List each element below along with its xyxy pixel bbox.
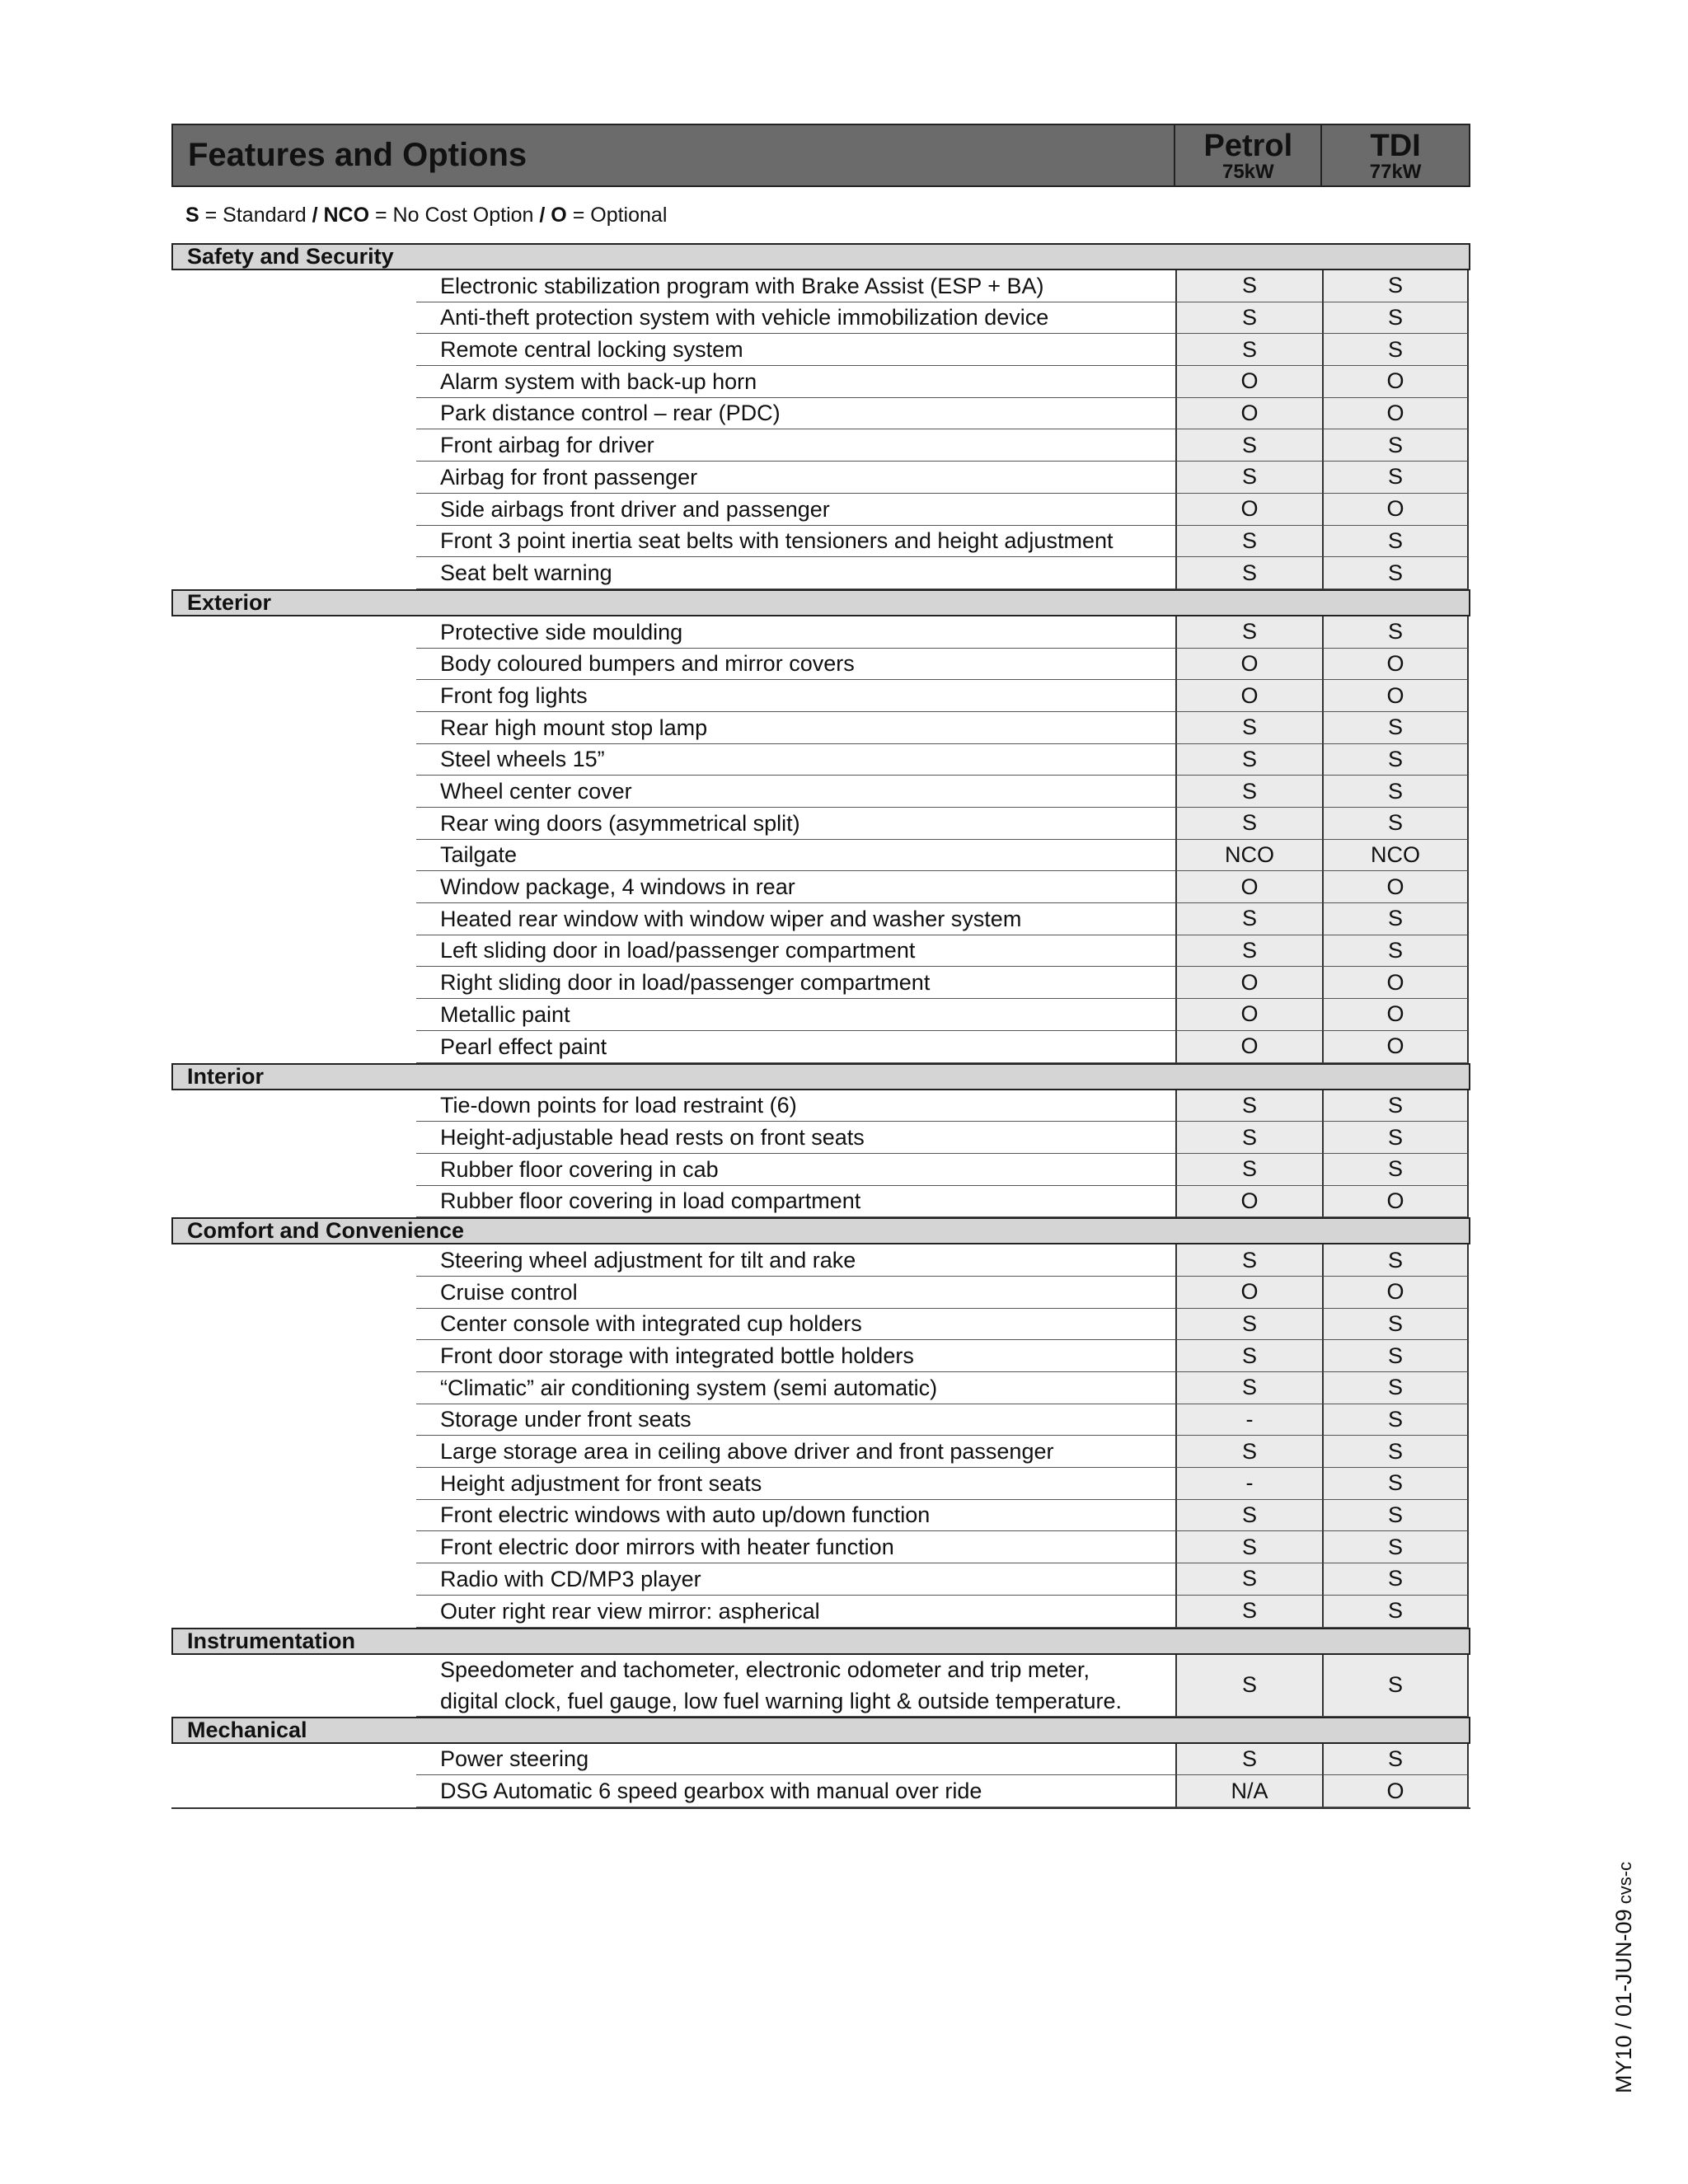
table-header [171,124,1470,187]
table-row [171,871,1470,903]
row-indent [171,903,416,935]
feature-name: Front door storage with integrated bottle holders [416,1340,1175,1372]
row-indent [171,680,416,712]
petrol-value: NCO [1175,840,1322,872]
tdi-value: S [1322,334,1469,366]
table-row [171,744,1470,776]
feature-name: Protective side moulding [416,616,1175,649]
table-row [171,935,1470,968]
row-indent [171,1031,416,1063]
tdi-value: O [1322,680,1469,712]
row-indent [171,334,416,366]
table-row [171,1500,1470,1532]
table-row [171,270,1470,302]
row-indent [171,1404,416,1436]
table-bottom-rule [171,1807,1470,1809]
category-header: Comfort and Convenience [171,1217,1470,1244]
row-indent [171,366,416,398]
petrol-value: S [1175,462,1322,494]
row-indent [171,1468,416,1500]
feature-name: Rubber floor covering in cab [416,1154,1175,1186]
feature-name: Seat belt warning [416,557,1175,589]
table-row [171,398,1470,430]
feature-name: Rear high mount stop lamp [416,712,1175,744]
row-indent [171,462,416,494]
category-header: Instrumentation [171,1628,1470,1655]
table-row [171,776,1470,808]
tdi-value: S [1322,1655,1469,1717]
petrol-value: S [1175,526,1322,558]
row-indent [171,1500,416,1532]
table-row [171,712,1470,744]
row-indent [171,1090,416,1122]
tdi-value: S [1322,462,1469,494]
petrol-value: S [1175,1596,1322,1628]
category-rows [171,616,1470,1063]
row-indent [171,999,416,1031]
table-row [171,808,1470,840]
row-indent [171,712,416,744]
row-indent [171,398,416,430]
legend-o-text: = Optional [566,203,668,227]
feature-name-line: digital clock, fuel gauge, low fuel warning light & outside temperature. [440,1688,1122,1713]
feature-name: Rear wing doors (asymmetrical split) [416,808,1175,840]
feature-name: Steel wheels 15” [416,744,1175,776]
row-indent [171,302,416,335]
table-row [171,1277,1470,1309]
table-row [171,1244,1470,1277]
petrol-value: O [1175,871,1322,903]
page-title: Features and Options [173,125,1175,185]
tdi-value: O [1322,398,1469,430]
tdi-value: S [1322,1244,1469,1277]
feature-name: Left sliding door in load/passenger compartment [416,935,1175,968]
petrol-value: O [1175,494,1322,526]
feature-name: Cruise control [416,1277,1175,1309]
table-row [171,557,1470,589]
table-row [171,1372,1470,1404]
legend-separator: / [312,203,318,227]
row-indent [171,744,416,776]
table-row [171,903,1470,935]
tdi-value: O [1322,1031,1469,1063]
feature-name: Front airbag for driver [416,429,1175,462]
petrol-value: S [1175,1655,1322,1717]
table-row [171,494,1470,526]
table-row [171,649,1470,681]
tdi-value: O [1322,967,1469,999]
table-row [171,1436,1470,1468]
row-indent [171,1563,416,1596]
document-stamp [1611,1862,1637,2093]
legend [171,187,1470,243]
tdi-value: S [1322,1563,1469,1596]
feature-name: Electronic stabilization program with Brake Assist (ESP + BA) [416,270,1175,302]
row-indent [171,967,416,999]
feature-name: Park distance control – rear (PDC) [416,398,1175,430]
row-indent [171,776,416,808]
tdi-value: O [1322,649,1469,681]
petrol-value: S [1175,1500,1322,1532]
tdi-value: O [1322,871,1469,903]
table-row [171,1154,1470,1186]
row-indent [171,1775,416,1807]
stamp-code: cvs-c [1615,1861,1635,1910]
table-row [171,840,1470,872]
tdi-value: S [1322,1372,1469,1404]
petrol-value: S [1175,270,1322,302]
feature-name: Alarm system with back-up horn [416,366,1175,398]
row-indent [171,649,416,681]
tdi-value: O [1322,366,1469,398]
tdi-value: O [1322,999,1469,1031]
tdi-value: S [1322,1744,1469,1776]
table-row [171,616,1470,649]
tdi-value: S [1322,808,1469,840]
legend-nco-text: = No Cost Option [369,203,540,227]
tdi-value: S [1322,1154,1469,1186]
table-row [171,1655,1470,1717]
petrol-value: O [1175,366,1322,398]
feature-name [416,1655,1175,1717]
table-row [171,1563,1470,1596]
tdi-value: O [1322,1775,1469,1807]
table-row [171,302,1470,335]
table-row [171,1744,1470,1776]
petrol-value: O [1175,649,1322,681]
petrol-value: S [1175,557,1322,589]
row-indent [171,871,416,903]
feature-name-line: Speedometer and tachometer, electronic odometer and trip meter, [440,1657,1090,1682]
petrol-value: O [1175,398,1322,430]
tdi-value: S [1322,744,1469,776]
petrol-value: S [1175,1531,1322,1563]
tdi-value: S [1322,1122,1469,1154]
petrol-value: O [1175,680,1322,712]
category-rows [171,1090,1470,1218]
tdi-value: S [1322,1340,1469,1372]
features-table [171,124,1470,1809]
table-row [171,1596,1470,1628]
category-rows [171,1655,1470,1717]
tdi-value: S [1322,776,1469,808]
feature-name: Wheel center cover [416,776,1175,808]
tdi-value: O [1322,1186,1469,1218]
tdi-value: S [1322,712,1469,744]
legend-s-text: = Standard [199,203,312,227]
category-header: Mechanical [171,1717,1470,1744]
row-indent [171,1744,416,1776]
petrol-value: O [1175,999,1322,1031]
row-indent [171,1531,416,1563]
row-indent [171,808,416,840]
petrol-value: S [1175,334,1322,366]
tdi-value: S [1322,1531,1469,1563]
category-header: Exterior [171,589,1470,616]
table-row [171,967,1470,999]
table-row [171,366,1470,398]
tdi-value: S [1322,302,1469,335]
tdi-value: S [1322,270,1469,302]
tdi-value: O [1322,494,1469,526]
table-row [171,526,1470,558]
petrol-value: O [1175,1186,1322,1218]
table-row [171,1309,1470,1341]
petrol-value: S [1175,712,1322,744]
row-indent [171,1340,416,1372]
feature-name: Airbag for front passenger [416,462,1175,494]
tdi-value: S [1322,1090,1469,1122]
category-header: Interior [171,1063,1470,1090]
petrol-value: S [1175,1744,1322,1776]
table-row [171,1186,1470,1218]
petrol-value: - [1175,1468,1322,1500]
sections [171,243,1470,1807]
column-tdi [1322,125,1469,185]
feature-name: Heated rear window with window wiper and washer system [416,903,1175,935]
feature-name: Anti-theft protection system with vehicle immobilization device [416,302,1175,335]
petrol-value: S [1175,1244,1322,1277]
petrol-value: S [1175,1563,1322,1596]
legend-separator: / [539,203,546,227]
tdi-value: S [1322,903,1469,935]
feature-name: Tailgate [416,840,1175,872]
table-row [171,1340,1470,1372]
table-row [171,1404,1470,1436]
table-row [171,1531,1470,1563]
tdi-value: S [1322,1596,1469,1628]
tdi-value: NCO [1322,840,1469,872]
table-row [171,334,1470,366]
row-indent [171,616,416,649]
feature-name: Window package, 4 windows in rear [416,871,1175,903]
table-row [171,1031,1470,1063]
petrol-value: S [1175,1436,1322,1468]
petrol-value: S [1175,1309,1322,1341]
petrol-value: S [1175,1154,1322,1186]
petrol-value: S [1175,903,1322,935]
feature-name: Storage under front seats [416,1404,1175,1436]
row-indent [171,429,416,462]
row-indent [171,270,416,302]
tdi-value: S [1322,616,1469,649]
table-row [171,1090,1470,1122]
category-rows [171,1744,1470,1807]
feature-name: Front electric door mirrors with heater function [416,1531,1175,1563]
tdi-value: S [1322,1404,1469,1436]
petrol-value: S [1175,1340,1322,1372]
feature-name: “Climatic” air conditioning system (semi automatic) [416,1372,1175,1404]
feature-name: Outer right rear view mirror: aspherical [416,1596,1175,1628]
tdi-value: S [1322,526,1469,558]
tdi-value: S [1322,429,1469,462]
table-row [171,1775,1470,1807]
feature-name: Radio with CD/MP3 player [416,1563,1175,1596]
feature-name: Front fog lights [416,680,1175,712]
row-indent [171,1186,416,1218]
row-indent [171,1244,416,1277]
petrol-value: S [1175,429,1322,462]
feature-name: Right sliding door in load/passenger compartment [416,967,1175,999]
petrol-value: S [1175,1372,1322,1404]
column-petrol-name: Petrol [1203,128,1293,163]
table-row [171,680,1470,712]
legend-s-key: S [185,203,199,227]
feature-name: Steering wheel adjustment for tilt and rake [416,1244,1175,1277]
feature-name: Height-adjustable head rests on front seats [416,1122,1175,1154]
petrol-value: S [1175,1122,1322,1154]
row-indent [171,1372,416,1404]
row-indent [171,526,416,558]
feature-name: Rubber floor covering in load compartment [416,1186,1175,1218]
row-indent [171,1436,416,1468]
row-indent [171,1277,416,1309]
feature-name: Side airbags front driver and passenger [416,494,1175,526]
petrol-value: S [1175,776,1322,808]
table-row [171,1468,1470,1500]
petrol-value: S [1175,616,1322,649]
tdi-value: S [1322,935,1469,968]
table-row [171,1122,1470,1154]
feature-name-lines [440,1654,1122,1717]
tdi-value: O [1322,1277,1469,1309]
feature-name: Metallic paint [416,999,1175,1031]
column-tdi-power: 77kW [1369,160,1422,183]
petrol-value: O [1175,1277,1322,1309]
row-indent [171,1154,416,1186]
feature-name: Front electric windows with auto up/down function [416,1500,1175,1532]
table-row [171,462,1470,494]
tdi-value: S [1322,1436,1469,1468]
stamp-date: MY10 / 01-JUN-09 [1611,1909,1636,2093]
category-header: Safety and Security [171,243,1470,270]
feature-name: Body coloured bumpers and mirror covers [416,649,1175,681]
petrol-value: O [1175,967,1322,999]
table-row [171,999,1470,1031]
column-tdi-name: TDI [1370,128,1421,163]
row-indent [171,840,416,872]
feature-name: Front 3 point inertia seat belts with tensioners and height adjustment [416,526,1175,558]
feature-name: Power steering [416,1744,1175,1776]
feature-name: Pearl effect paint [416,1031,1175,1063]
category-rows [171,1244,1470,1627]
row-indent [171,557,416,589]
legend-nco-key: NCO [317,203,370,227]
tdi-value: S [1322,557,1469,589]
petrol-value: - [1175,1404,1322,1436]
row-indent [171,1309,416,1341]
tdi-value: S [1322,1309,1469,1341]
petrol-value: S [1175,935,1322,968]
petrol-value: N/A [1175,1775,1322,1807]
row-indent [171,494,416,526]
feature-name: DSG Automatic 6 speed gearbox with manual over ride [416,1775,1175,1807]
feature-name: Remote central locking system [416,334,1175,366]
table-row [171,429,1470,462]
category-rows [171,270,1470,589]
row-indent [171,1655,416,1717]
feature-name: Center console with integrated cup holders [416,1309,1175,1341]
legend-o-key: O [545,203,567,227]
row-indent [171,1122,416,1154]
feature-name: Height adjustment for front seats [416,1468,1175,1500]
petrol-value: S [1175,808,1322,840]
column-petrol-power: 75kW [1221,160,1274,183]
feature-name: Tie-down points for load restraint (6) [416,1090,1175,1122]
petrol-value: O [1175,1031,1322,1063]
tdi-value: S [1322,1500,1469,1532]
tdi-value: S [1322,1468,1469,1500]
row-indent [171,935,416,968]
petrol-value: S [1175,744,1322,776]
feature-name: Large storage area in ceiling above driver and front passenger [416,1436,1175,1468]
row-indent [171,1596,416,1628]
column-petrol [1175,125,1322,185]
petrol-value: S [1175,302,1322,335]
petrol-value: S [1175,1090,1322,1122]
